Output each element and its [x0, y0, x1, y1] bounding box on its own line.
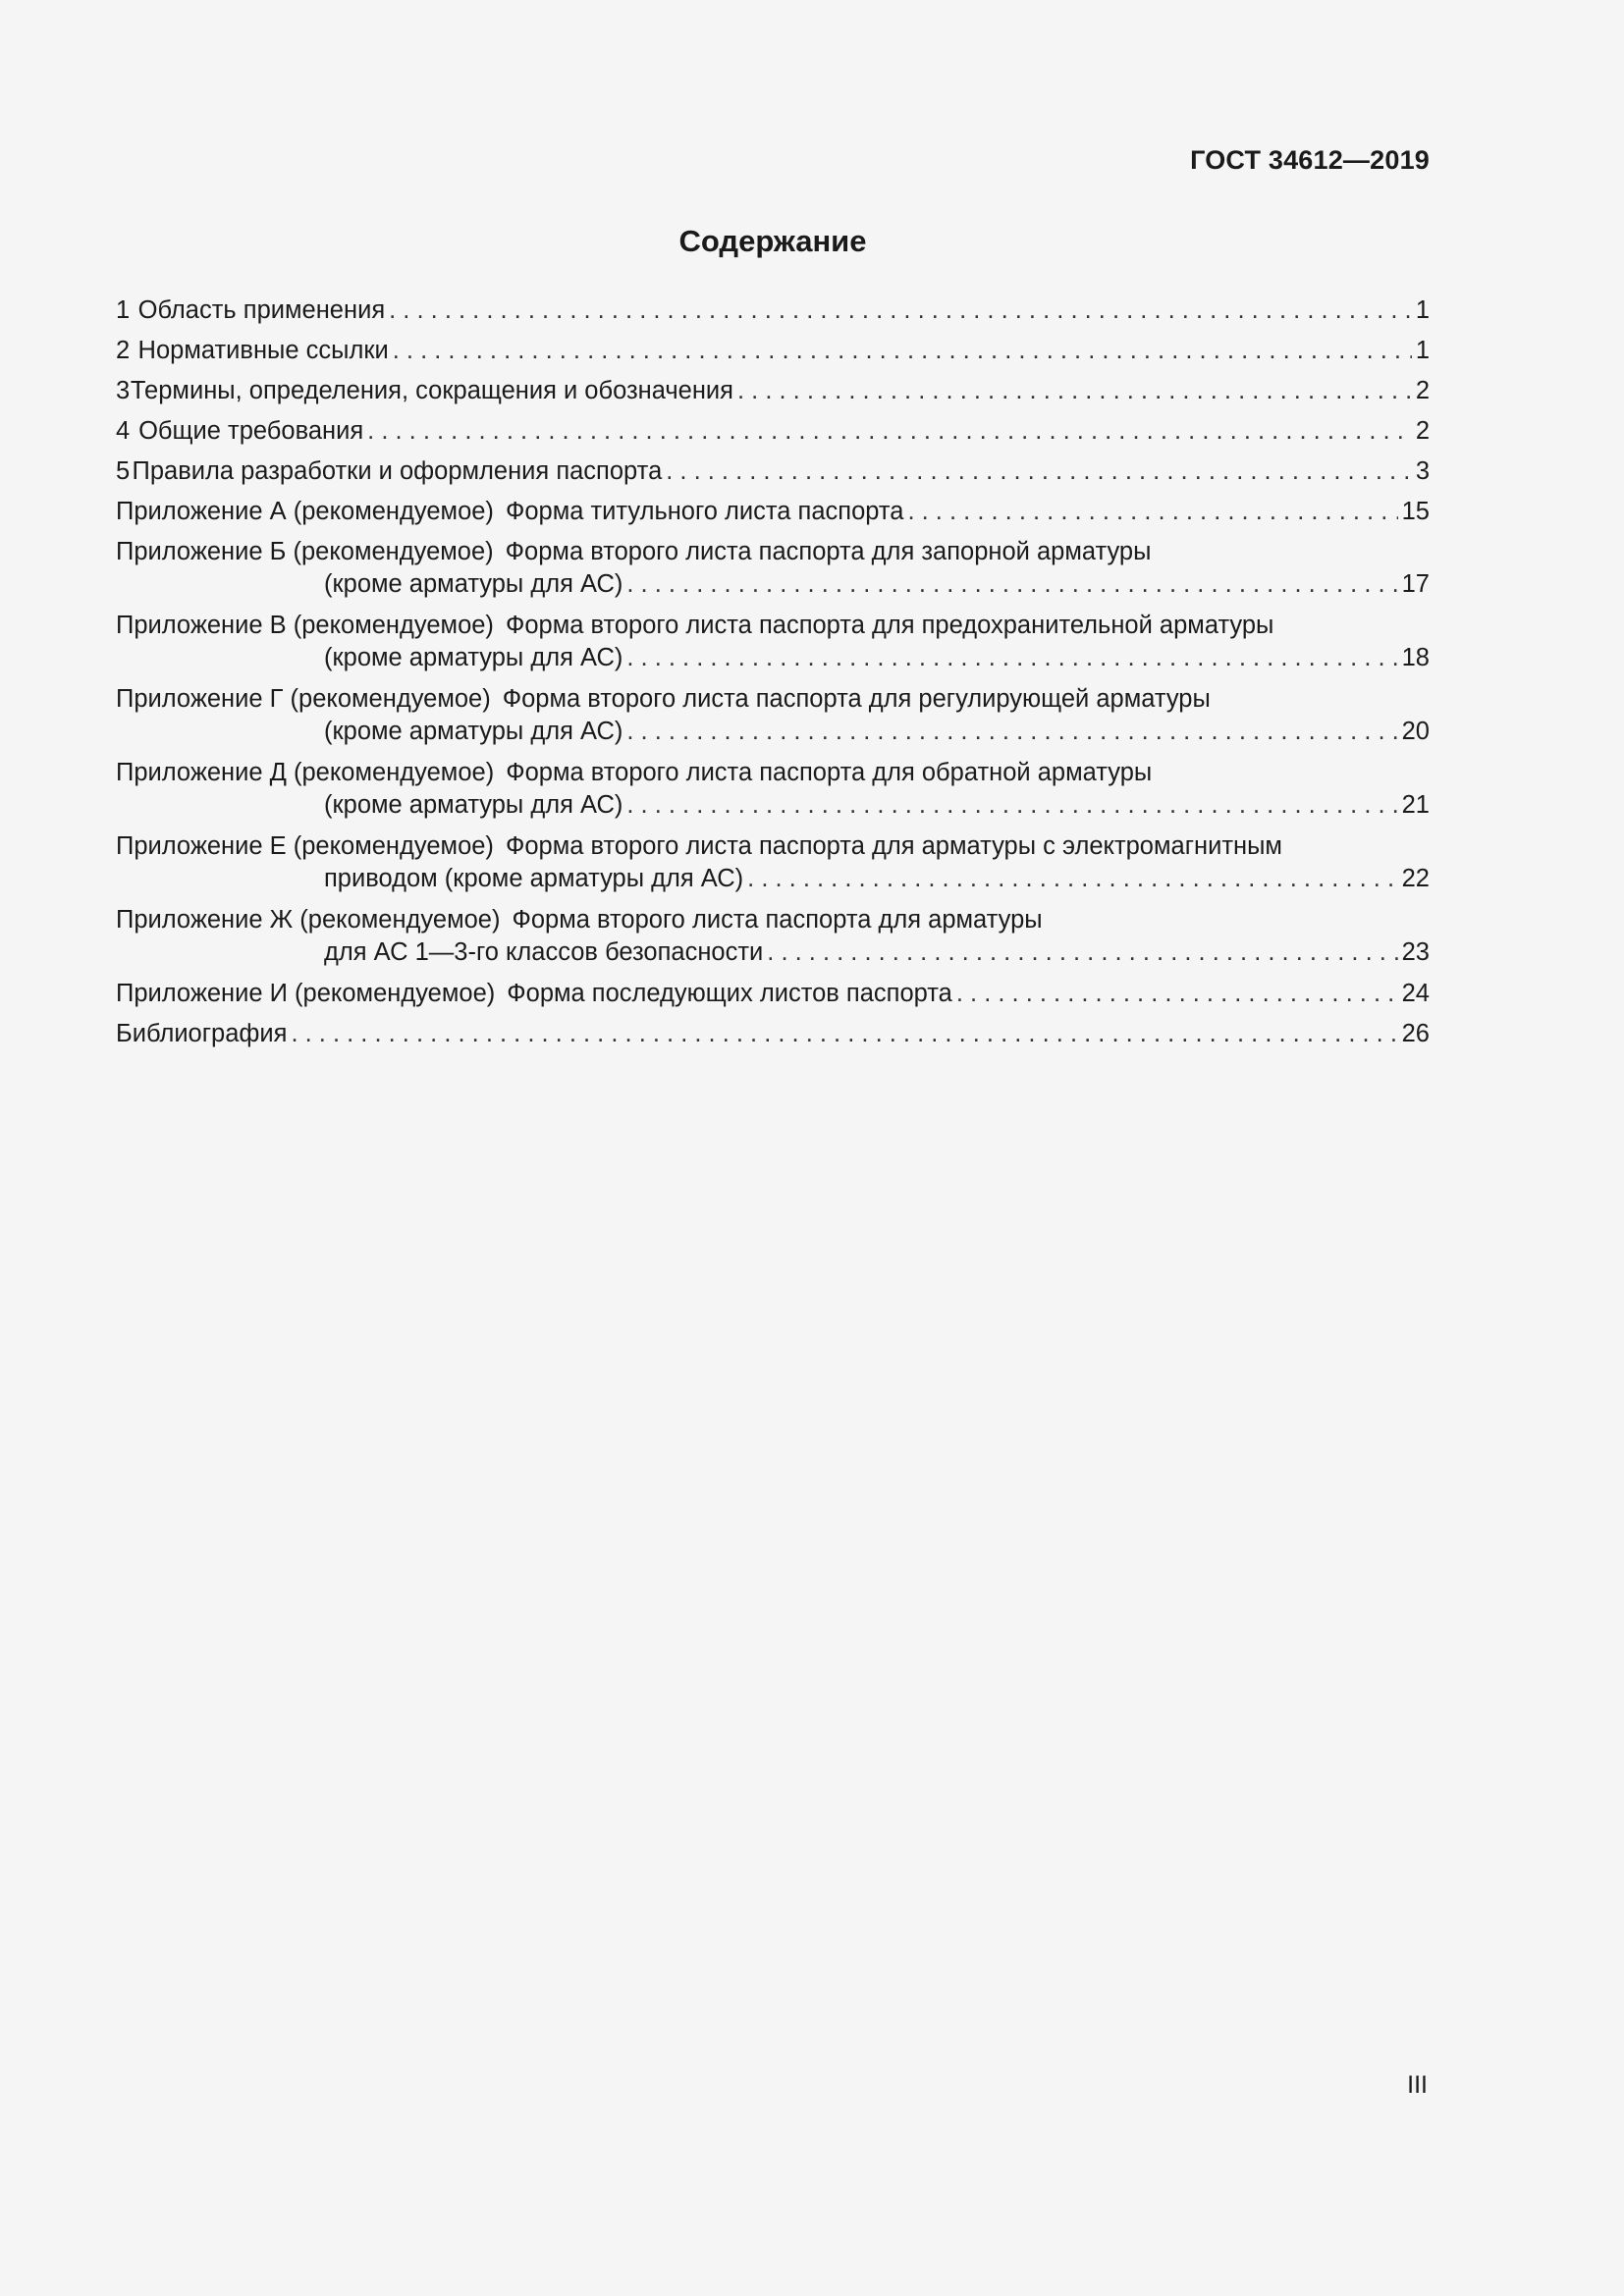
page-ref: 2	[1415, 417, 1430, 445]
page-ref: 20	[1401, 718, 1430, 745]
section-title: Нормативные ссылки	[137, 337, 389, 364]
appendix-title-continued: (кроме арматуры для АС)	[324, 718, 623, 745]
page-ref: 18	[1401, 644, 1430, 671]
toc-entry-section-1[interactable]	[116, 294, 1430, 335]
appendix-label: Приложение Ж (рекомендуемое)	[116, 906, 501, 934]
dot-leader	[367, 415, 1412, 448]
page-ref: 24	[1401, 980, 1430, 1007]
section-number: 3	[116, 377, 131, 404]
dot-leader	[666, 455, 1412, 488]
dot-leader	[907, 496, 1397, 528]
appendix-title: Форма титульного листа паспорта	[505, 498, 904, 525]
dot-leader	[737, 375, 1412, 407]
dot-leader	[389, 294, 1412, 327]
toc-entry-appendix-zh[interactable]	[116, 904, 1430, 978]
appendix-label: Приложение А (рекомендуемое)	[116, 498, 494, 525]
page-ref: 26	[1401, 1020, 1430, 1047]
page-ref: 15	[1401, 498, 1430, 525]
toc-entry-bibliography[interactable]	[116, 1018, 1430, 1058]
appendix-label: Приложение Г (рекомендуемое)	[116, 685, 491, 713]
appendix-title: Форма второго листа паспорта для арматуры с электромагнитным	[505, 832, 1282, 860]
page-ref: 1	[1415, 296, 1430, 324]
appendix-label: Приложение Д (рекомендуемое)	[116, 759, 495, 786]
toc-entry-appendix-v[interactable]	[116, 610, 1430, 683]
toc-entry-appendix-d[interactable]	[116, 757, 1430, 830]
page-ref: 2	[1415, 377, 1430, 404]
bibliography-title: Библиография	[116, 1020, 288, 1047]
section-title: Правила разработки и оформления паспорта	[132, 457, 663, 485]
appendix-title: Форма второго листа паспорта для регулирующей арматуры	[502, 685, 1211, 713]
toc-entry-appendix-i[interactable]	[116, 978, 1430, 1018]
section-title: Общие требования	[138, 417, 364, 445]
dot-leader	[626, 642, 1397, 674]
appendix-title-continued: приводом (кроме арматуры для АС)	[324, 865, 744, 892]
appendix-title-continued: (кроме арматуры для АС)	[324, 644, 623, 671]
page-ref: 22	[1401, 865, 1430, 892]
toc-entry-appendix-g[interactable]	[116, 683, 1430, 757]
section-title: Термины, определения, сокращения и обозначения	[130, 377, 733, 404]
toc-entry-section-5[interactable]	[116, 455, 1430, 496]
toc-entry-section-4[interactable]	[116, 415, 1430, 455]
toc-entry-appendix-b[interactable]	[116, 536, 1430, 610]
page-ref: 1	[1415, 337, 1430, 364]
dot-leader	[626, 568, 1397, 601]
dot-leader	[626, 716, 1397, 748]
dot-leader	[747, 863, 1397, 895]
dot-leader	[291, 1018, 1397, 1050]
appendix-label: Приложение Е (рекомендуемое)	[116, 832, 494, 860]
appendix-label: Приложение Б (рекомендуемое)	[116, 538, 494, 565]
appendix-label: Приложение В (рекомендуемое)	[116, 612, 494, 639]
section-number: 1	[116, 296, 131, 324]
dot-leader	[956, 978, 1398, 1010]
appendix-title-continued: (кроме арматуры для АС)	[324, 570, 623, 598]
appendix-title: Форма последующих листов паспорта	[507, 980, 952, 1007]
toc-entry-section-2[interactable]	[116, 335, 1430, 375]
toc-entry-section-3[interactable]	[116, 375, 1430, 415]
toc-title: Содержание	[678, 224, 867, 258]
document-code: ГОСТ 34612—2019	[1190, 145, 1430, 175]
section-title: Область применения	[137, 296, 386, 324]
appendix-title: Форма второго листа паспорта для предохранительной арматуры	[505, 612, 1274, 639]
dot-leader	[626, 789, 1397, 822]
appendix-title-continued: (кроме арматуры для АС)	[324, 791, 623, 819]
page-ref: 21	[1401, 791, 1430, 819]
dot-leader	[393, 335, 1412, 367]
section-number: 4	[116, 417, 131, 445]
dot-leader	[767, 936, 1397, 969]
toc-entry-appendix-a[interactable]	[116, 496, 1430, 536]
page-ref: 17	[1401, 570, 1430, 598]
section-number: 5	[116, 457, 131, 485]
page-number: III	[1407, 2071, 1428, 2099]
appendix-title: Форма второго листа паспорта для арматуры	[512, 906, 1043, 934]
table-of-contents	[116, 294, 1430, 1058]
appendix-label: Приложение И (рекомендуемое)	[116, 980, 496, 1007]
section-number: 2	[116, 337, 131, 364]
appendix-title-continued: для АС 1—3-го классов безопасности	[324, 938, 764, 966]
toc-entry-appendix-e[interactable]	[116, 830, 1430, 904]
page-ref: 3	[1415, 457, 1430, 485]
appendix-title: Форма второго листа паспорта для запорной арматуры	[505, 538, 1152, 565]
page-ref: 23	[1401, 938, 1430, 966]
appendix-title: Форма второго листа паспорта для обратной арматуры	[506, 759, 1153, 786]
